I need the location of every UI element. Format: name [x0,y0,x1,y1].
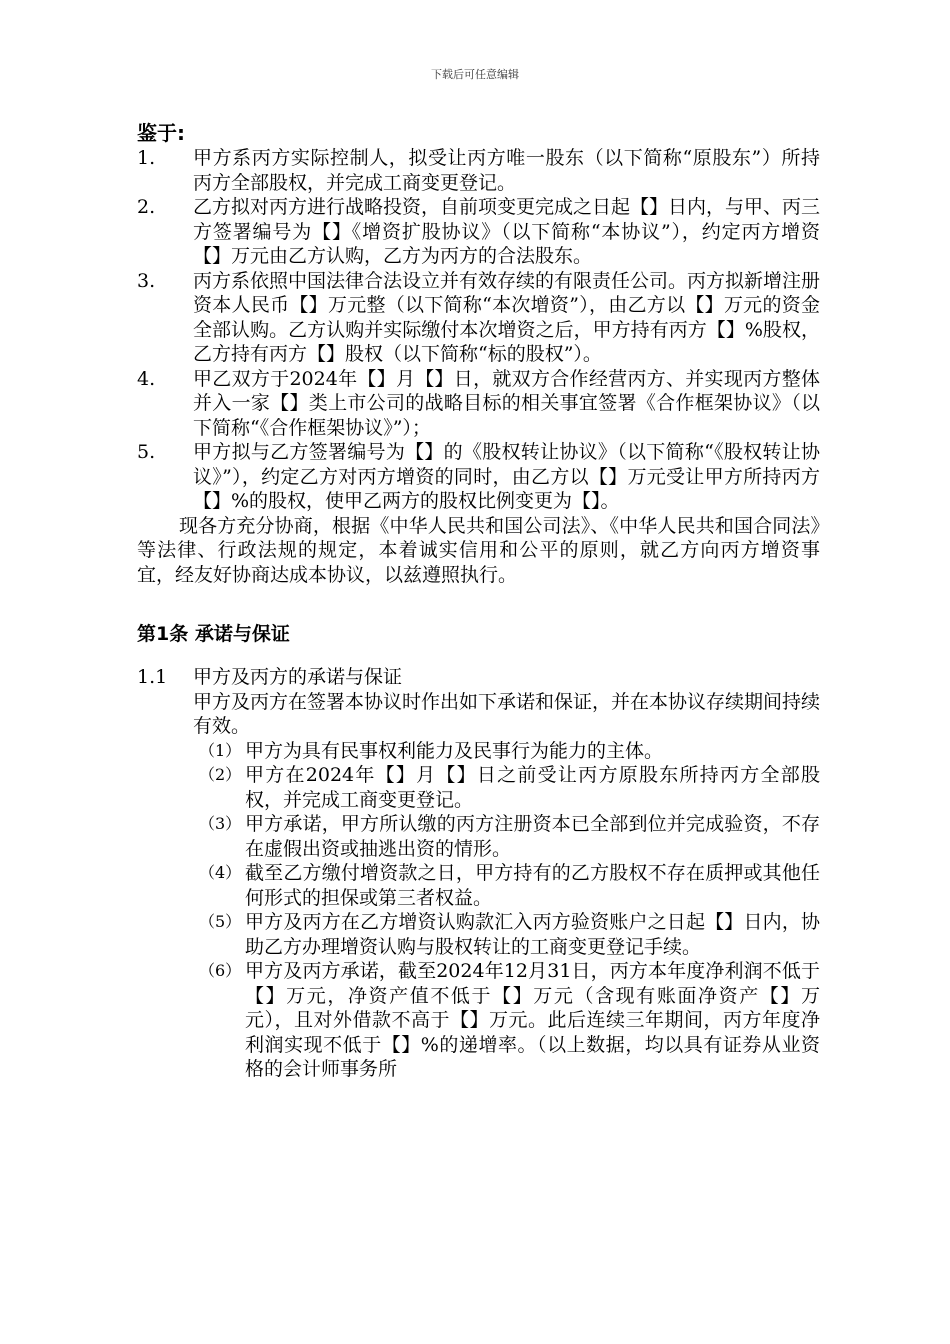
recital-item [137,440,820,514]
clause-text: 甲方承诺，甲方所认缴的丙方注册资本已全部到位并完成验资，不存在虚假出资或抽逃出资的情形。 [245,813,820,860]
clause-item [137,910,820,959]
recital-item [137,195,820,269]
clause-text: 甲方及丙方在乙方增资认购款汇入丙方验资账户之日起【】日内，协助乙方办理增资认购与股权转让的工商变更登记手续。 [245,911,820,958]
recital-number: 5. [137,441,156,463]
recital-text: 甲方系丙方实际控制人，拟受让丙方唯一股东（以下简称“原股东”）所持丙方全部股权，并完成工商变更登记。 [193,147,820,194]
clause-number: （3） [199,814,242,833]
clause-text: 甲方及丙方承诺，截至2024年12月31日，丙方本年度净利润不低于【】万元，净资产值不低于【】万元（含现有账面净资产【】万元），且对外借款不高于【】万元。此后连续三年期间，丙方年度净利润实现不低于【】%的递增率。（以上数据，均以具有证券从业资格的会计师事务所 [245,960,820,1080]
subsection-heading [137,665,820,690]
clause-text: 甲方为具有民事权利能力及民事行为能力的主体。 [245,739,664,762]
recital-text: 丙方系依照中国法律合法设立并有效存续的有限责任公司。丙方拟新增注册资本人民币【】万元整（以下简称“本次增资”），由乙方以【】万元的资金全部认购。乙方认购并实际缴付本次增资之后，甲方持有丙方【】%股权，乙方持有丙方【】股权（以下简称“标的股权”）。 [193,269,821,365]
recital-text: 甲乙双方于2024年【】月【】日，就双方合作经营丙方、并实现丙方整体并入一家【】类上市公司的战略目标的相关事宜签署《合作框架协议》（以下简称“《合作框架协议》”）； [193,367,820,439]
clause-item [137,861,820,910]
clause-number: （2） [199,765,242,784]
subsection-number: 1.1 [137,666,168,688]
document-body [137,120,820,1082]
clause-number: （6） [199,961,242,980]
clause-number: （4） [199,863,242,882]
page-header: 下载后可任意编辑 [431,68,519,81]
recitals-closing-paragraph: 现各方充分协商，根据《中华人民共和国公司法》、《中华人民共和国合同法》等法律、行政法规的规定，本着诚实信用和公平的原则，就乙方向丙方增资事宜，经友好协商达成本协议，以兹遵照执行。 [137,514,820,586]
subsection-intro: 甲方及丙方在签署本协议时作出如下承诺和保证，并在本协议存续期间持续有效。 [193,690,821,737]
recital-item [137,367,820,441]
clause-number: （1） [199,740,242,760]
clause-text: 截至乙方缴付增资款之日，甲方持有的乙方股权不存在质押或其他任何形式的担保或第三者权益。 [245,862,820,909]
recital-number: 4. [137,367,156,390]
recital-item [137,146,820,195]
clause-item [137,739,820,764]
clause-item [137,959,820,1082]
recital-number: 3. [137,269,156,292]
clause-item [137,812,820,861]
recital-text: 乙方拟对丙方进行战略投资，自前项变更完成之日起【】日内，与甲、丙三方签署编号为【】《增资扩股协议》（以下简称“本协议”），约定丙方增资【】万元由乙方认购，乙方为丙方的合法股东。 [193,196,821,267]
article-title: 第1条 承诺与保证 [137,623,290,645]
recital-number: 2. [137,196,156,218]
recital-text: 甲方拟与乙方签署编号为【】的《股权转让协议》（以下简称“《股权转让协议》”），约定乙方对丙方增资的同时，由乙方以【】万元受让甲方所持丙方【】%的股权，使甲乙两方的股权比例变更为【】。 [193,441,820,512]
clause-text: 甲方在2024年【】月【】日之前受让丙方原股东所持丙方全部股权，并完成工商变更登记。 [245,764,820,811]
recital-item [137,269,820,367]
recitals-heading: 鉴于: [137,121,185,145]
subsection-title: 甲方及丙方的承诺与保证 [193,666,403,688]
clause-item [137,763,820,812]
recital-number: 1. [137,147,156,169]
clause-number: （5） [199,912,242,931]
